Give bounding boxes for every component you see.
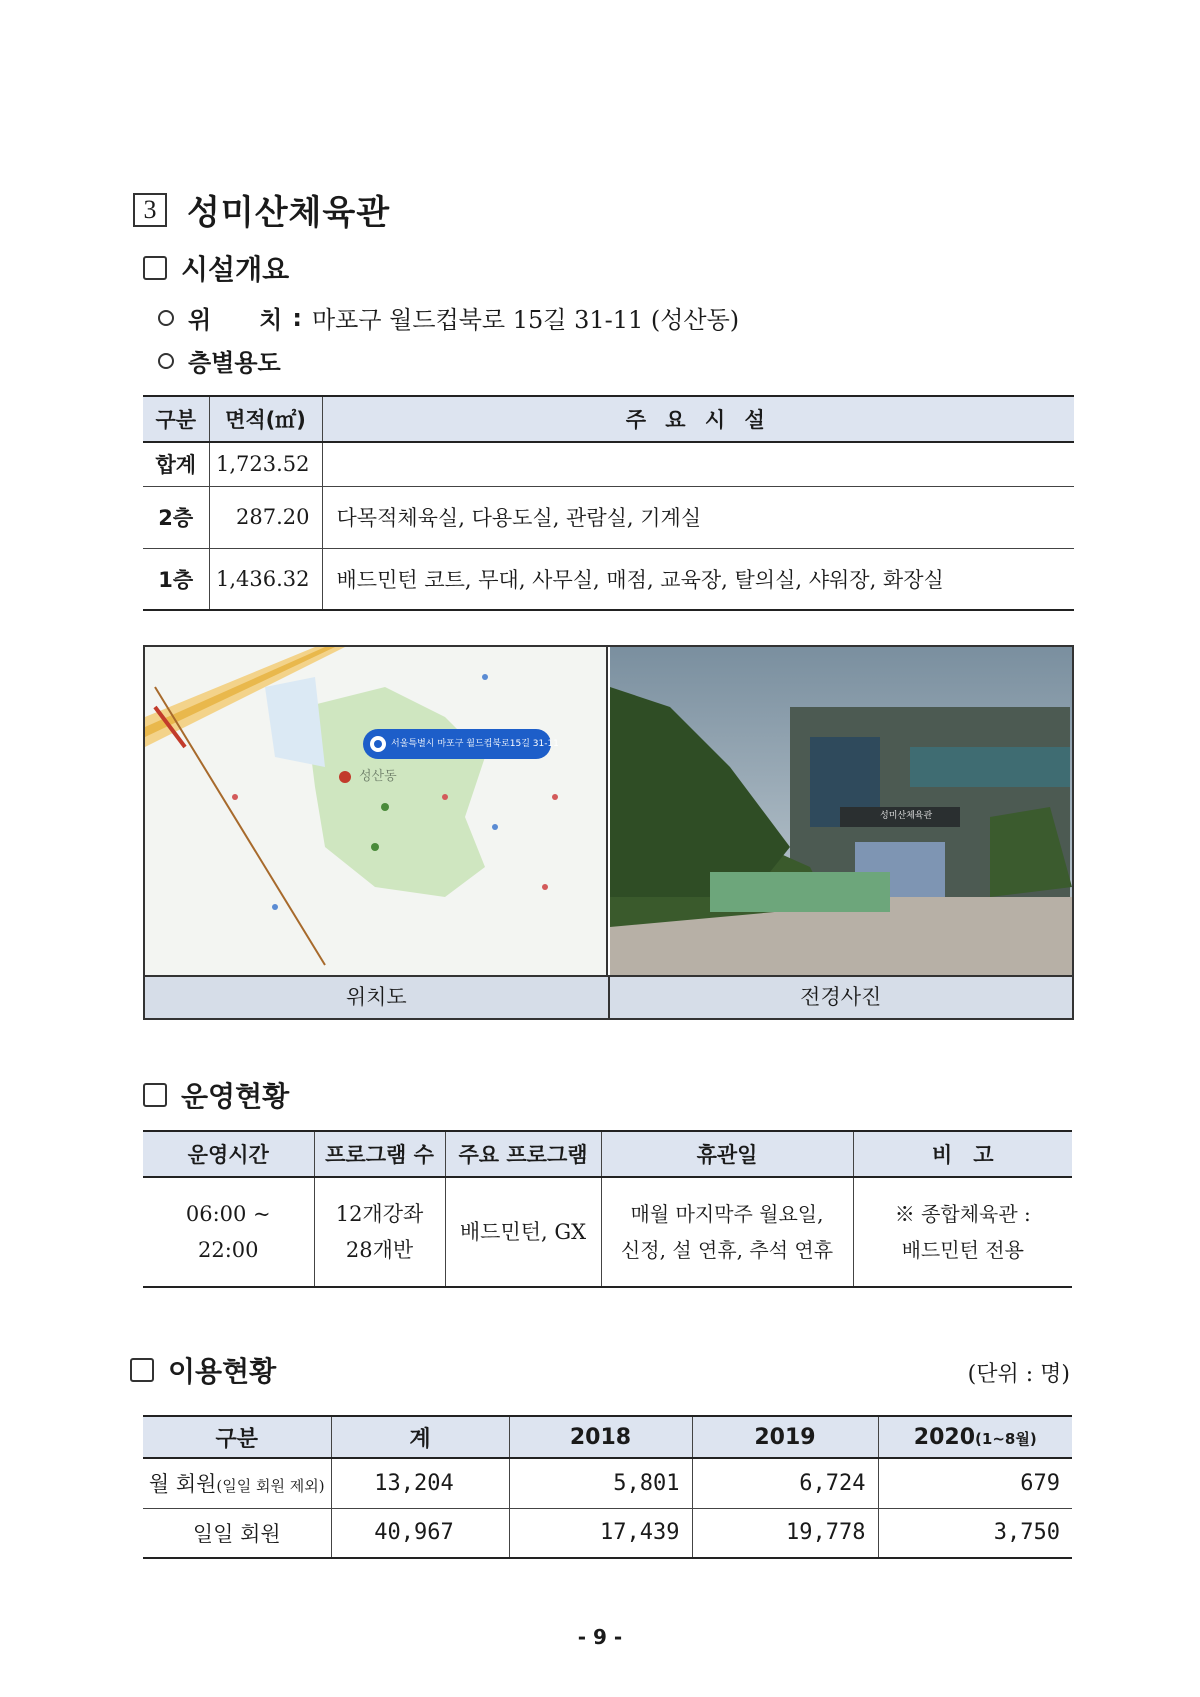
closed-line: 신정, 설 연휴, 추석 연휴 [620, 1238, 834, 1262]
hours-line: 06:00 ~ [185, 1202, 271, 1226]
header-cell: 2019 [692, 1416, 878, 1458]
floor-use-label: 층별용도 [188, 349, 281, 377]
usage-heading-text: 이용현황 [168, 1355, 277, 1388]
programs-line: 12개강좌 [335, 1202, 424, 1226]
floor-cell: 2층 [143, 486, 209, 548]
value-cell-2018: 5,801 [509, 1458, 692, 1508]
table-row [143, 1458, 1072, 1508]
area-cell: 1,723.52 [209, 442, 322, 486]
header-cell: 구분 [143, 396, 209, 442]
building-sign: 성미산체육관 [880, 811, 933, 821]
table-row [143, 486, 1074, 548]
location-value: 마포구 월드컵북로 15길 31-11 (성산동) [311, 306, 740, 334]
table-header-row [143, 1416, 1072, 1458]
programs-line: 28개반 [345, 1238, 414, 1262]
value-cell-2019: 6,724 [692, 1458, 878, 1508]
note-line: ※ 종합체육관 : [894, 1202, 1031, 1226]
note-line: 배드민턴 전용 [901, 1238, 1024, 1262]
floor-cell: 1층 [143, 548, 209, 610]
usage-table [143, 1415, 1072, 1559]
circle-bullet-icon [158, 310, 174, 326]
value-cell-2020: 679 [878, 1458, 1072, 1508]
map-area-label: 성산동 [359, 769, 397, 784]
header-cell: 2018 [509, 1416, 692, 1458]
header-2020-year: 2020 [913, 1424, 976, 1450]
table-header-row [143, 396, 1074, 442]
header-2020-suffix: (1~8월) [975, 1429, 1037, 1448]
image-panel [143, 645, 1074, 1020]
location-colon: : [292, 303, 302, 332]
row-label-cell [143, 1508, 331, 1558]
header-cell: 비 고 [853, 1131, 1072, 1177]
page-number: - 9 - [577, 1625, 623, 1649]
row-label-note: (일일 회원 제외) [216, 1477, 325, 1496]
area-cell: 1,436.32 [209, 548, 322, 610]
table-row [143, 548, 1074, 610]
section-title: 성미산체육관 [187, 193, 391, 233]
facilities-cell: 배드민턴 코트, 무대, 사무실, 매점, 교육장, 탈의실, 샤워장, 화장실 [322, 548, 1074, 610]
header-cell: 계 [331, 1416, 509, 1458]
row-label: 일일 회원 [192, 1521, 281, 1546]
usage-heading [130, 1350, 276, 1390]
checkbox-icon [143, 256, 167, 280]
circle-bullet-icon [158, 353, 174, 369]
photo-graphic [610, 647, 1072, 975]
hours-line: 22:00 [197, 1238, 259, 1262]
floor-use-table [143, 395, 1074, 611]
map-caption: 위치도 [145, 977, 610, 1018]
map-pin-label: 서울특별시 마포구 월드컵북로15길 31-11 [391, 739, 559, 749]
row-label: 월 회원 [148, 1472, 217, 1497]
value-cell-2019: 19,778 [692, 1508, 878, 1558]
table-header-row [143, 1131, 1072, 1177]
header-cell [878, 1416, 1072, 1458]
location-line [158, 300, 739, 335]
closed-days-cell [601, 1177, 853, 1287]
facilities-cell: 다목적체육실, 다용도실, 관람실, 기계실 [322, 486, 1074, 548]
header-cell: 구분 [143, 1416, 331, 1458]
header-cell: 운영시간 [143, 1131, 314, 1177]
photo-caption: 전경사진 [800, 985, 882, 1009]
header-cell: 면적(㎡) [209, 396, 322, 442]
location-map [145, 647, 608, 975]
header-cell: 주요 프로그램 [445, 1131, 601, 1177]
section-number: 3 [133, 193, 167, 227]
table-row [143, 1177, 1072, 1287]
closed-line: 매월 마지막주 월요일, [630, 1202, 824, 1226]
hours-cell [143, 1177, 314, 1287]
caption-row [145, 975, 1072, 1018]
checkbox-icon [143, 1083, 167, 1107]
row-label-cell [143, 1458, 331, 1508]
operations-heading [143, 1075, 289, 1115]
operations-heading-text: 운영현황 [181, 1080, 290, 1113]
header-cell: 프로그램 수 [314, 1131, 445, 1177]
note-cell [853, 1177, 1072, 1287]
facilities-cell [322, 442, 1074, 486]
table-row [143, 442, 1074, 486]
operations-table [143, 1130, 1072, 1288]
total-cell: 13,204 [331, 1458, 509, 1508]
overview-heading [143, 248, 289, 288]
checkbox-icon [130, 1358, 154, 1382]
table-row [143, 1508, 1072, 1558]
total-cell: 40,967 [331, 1508, 509, 1558]
programs-cell [314, 1177, 445, 1287]
overview-heading-text: 시설개요 [181, 253, 290, 286]
location-label: 위 치 [188, 306, 283, 334]
section-heading [133, 185, 390, 234]
value-cell-2018: 17,439 [509, 1508, 692, 1558]
main-programs-cell: 배드민턴, GX [445, 1177, 601, 1287]
header-cell: 주 요 시 설 [322, 396, 1074, 442]
floor-cell: 합계 [143, 442, 209, 486]
building-photo [610, 647, 1072, 975]
value-cell-2020: 3,750 [878, 1508, 1072, 1558]
map-graphic [145, 647, 608, 975]
floor-use-line [158, 343, 281, 378]
unit-label: (단위 : 명) [967, 1362, 1070, 1387]
area-cell: 287.20 [209, 486, 322, 548]
header-cell: 휴관일 [601, 1131, 853, 1177]
